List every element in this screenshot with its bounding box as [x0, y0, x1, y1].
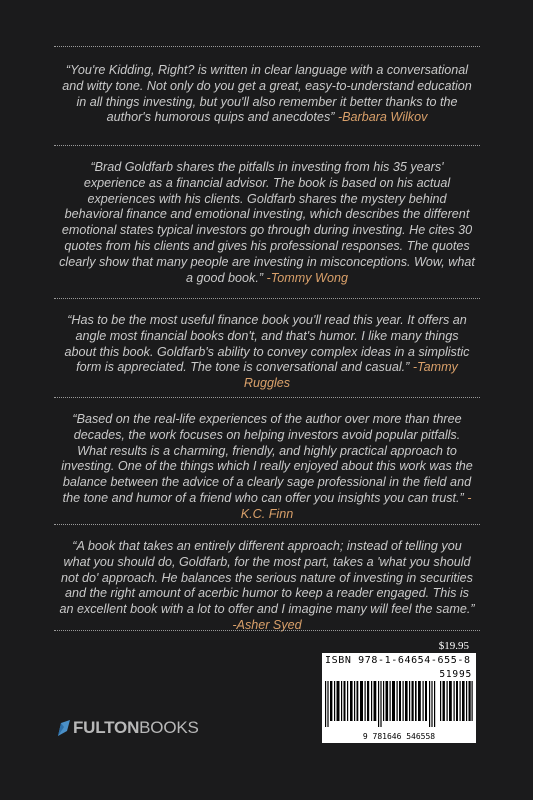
publisher-name [73, 718, 199, 738]
dotted-divider [54, 46, 480, 47]
publisher-logo [57, 717, 199, 739]
publisher-name-part1: FULTON [73, 718, 140, 737]
dotted-divider [54, 298, 480, 299]
review-2 [58, 160, 476, 286]
review-3-text: “Has to be the most useful finance book you'll read this year. It offers an angle most financial books don't, and that's humor. I like many things about this book. Goldfarb's ability to convey complex ideas in a simplistic form is appreciated. The tone is conversational and casual.” [64, 313, 470, 375]
review-5-text: “A book that takes an entirely different approach; instead of telling you what you should do, Goldfarb, for the most part, takes a 'what you should not do' approach. He balances the serious nature of investing in securities and the right amount of acerbic humor to keep a reader engaged. This is an excellent book with a lot to offer and I imagine many will feel the same.” [59, 539, 475, 617]
review-2-text: “Brad Goldfarb shares the pitfalls in investing from his 35 years' experience as a financial advisor. The book is based on his actual experiences with his clients. Goldfarb shares the mystery behind behavioral finance and emotional investing, which describes the different emotional states typical investors go through during investing. He cites 30 quotes from his clients and gives his professional responses. The quotes clearly show that many people are investing in misconceptions. Wow, what a good book.” [59, 160, 475, 285]
dotted-divider [54, 397, 480, 398]
publisher-logo-icon [57, 719, 71, 737]
review-5-author: -Asher Syed [232, 617, 302, 632]
price-code: 51995 [439, 669, 472, 680]
dotted-divider [54, 524, 480, 525]
review-4 [58, 412, 476, 523]
isbn-number: ISBN 978-1-64654-655-8 [325, 655, 471, 666]
price-label: $19.95 [438, 640, 469, 652]
dotted-divider [54, 630, 480, 631]
price-code-bars [440, 681, 473, 721]
dotted-divider [54, 145, 480, 146]
review-1 [58, 63, 476, 126]
review-2-author: -Tommy Wong [266, 270, 348, 285]
isbn-barcode [322, 653, 476, 743]
barcode-digits: 9 781646 546558 [362, 732, 436, 741]
review-3-author: -Tammy Ruggles [243, 360, 458, 391]
publisher-name-part2: BOOKS [139, 718, 199, 737]
review-5 [58, 539, 476, 634]
review-3 [58, 313, 476, 392]
review-4-text: “Based on the real-life experiences of the author over more than three decades, the work focuses on helping investors avoid popular pitfalls. What results is a charming, friendly, and highly practical approach to investing. One of the things which I really enjoyed about this work was the balance between the advice of a clearly sage professional in the field and the tone and humor of a friend who can offer you insights you can trust.” [61, 412, 473, 505]
review-1-author: -Barbara Wilkov [337, 110, 428, 125]
review-4-author: -K.C. Finn [240, 490, 472, 521]
review-1-text: “You're Kidding, Right? is written in clear language with a conversational and witty tone. Not only do you get a great, easy-to-understand education in all things investing, but you'll also remember it better thanks to the author's humorous quips and anecdotes” [62, 63, 472, 125]
